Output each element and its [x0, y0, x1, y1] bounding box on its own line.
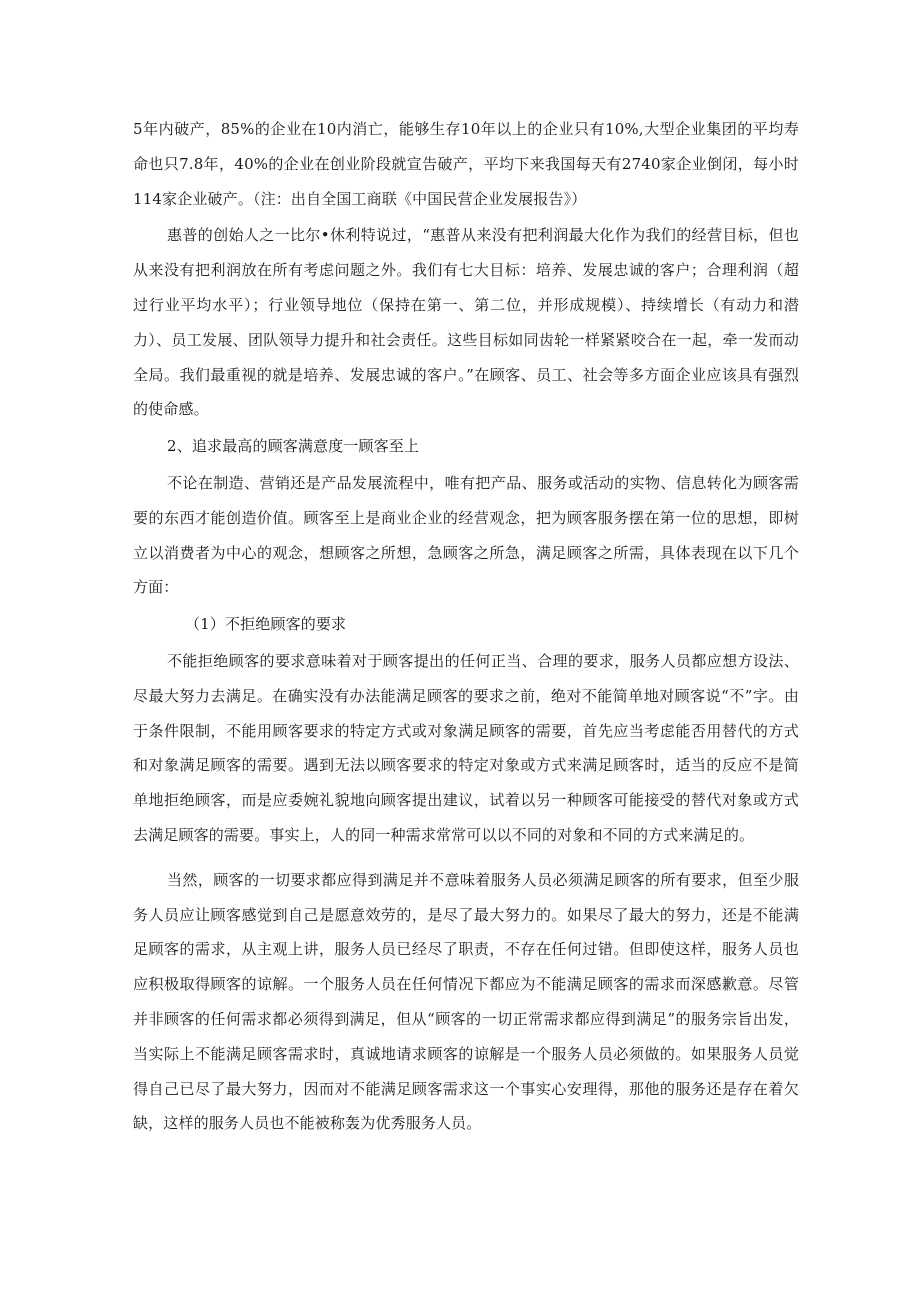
section-heading-customer-first: 2、追求最高的顾客满意度一顾客至上 — [167, 437, 420, 456]
paragraph-bankruptcy-stats: 5年内破产，85%的企业在10内消亡，能够生存10年以上的企业只有10%,大型企业集团的平均寿命也只7.8年，40%的企业在创业阶段就宣告破产，平均下来我国每天有2740家企业倒闭，每小时114家企业破产。（注：出自全国工商联《中国民营企业发展报告》） — [133, 120, 799, 208]
document-page — [133, 112, 799, 1141]
subheading-dont-refuse: （1）不拒绝顾客的要求 — [185, 615, 347, 634]
paragraph-hp-quote: 惠普的创始人之一比尔•休利特说过，“惠普从来没有把利润最大化作为我们的经营目标，但也从来没有把利润放在所有考虑问题之外。我们有七大目标：培养、发展忠诚的客户；合理利润（超过行业平均水平）；行业领导地位（保持在第一、第二位，并形成规模）、持续增长（有动力和潜力）、员工发展、团队领导力提升和社会责任。这些目标如同齿轮一样紧紧咬合在一起，牵一发而动全局。我们最重视的就是培养、发展忠诚的客户。”在顾客、员工、社会等多方面企业应该具有强烈的使命感。 — [133, 226, 799, 419]
paragraph-customer-value: 不论在制造、营销还是产品发展流程中，唯有把产品、服务或活动的实物、信息转化为顾客需要的东西才能创造价值。顾客至上是商业企业的经营观念，把为顾客服务摆在第一位的思想，即树立以消费者为中心的观念，想顾客之所想，急顾客之所急，满足顾客之所需，具体表现在以下几个方面： — [133, 473, 799, 597]
paragraph-dont-refuse: 不能拒绝顾客的要求意味着对于顾客提出的任何正当、合理的要求，服务人员都应想方设法、尽最大努力去满足。在确实没有办法能满足顾客的要求之前，绝对不能简单地对顾客说“不”字。由于条件限制，不能用顾客要求的特定方式或对象满足顾客的需要，首先应当考虑能否用替代的方式和对象满足顾客的需要。遇到无法以顾客要求的特定对象或方式来满足顾客时，适当的反应不是简单地拒绝顾客，而是应委婉礼貌地向顾客提出建议，试着以另一种顾客可能接受的替代对象或方式去满足顾客的需要。事实上，人的同一种需求常常可以以不同的对象和不同的方式来满足的。 — [133, 651, 799, 844]
paragraph-customer-understanding: 当然，顾客的一切要求都应得到满足并不意味着服务人员必须满足顾客的所有要求，但至少服务人员应让顾客感觉到自己是愿意效劳的，是尽了最大努力的。如果尽了最大的努力，还是不能满足顾客的需求，从主观上讲，服务人员已经尽了职责，不存在任何过错。但即使这样，服务人员也应积极取得顾客的谅解。一个服务人员在任何情况下都应为不能满足顾客的需求而深感歉意。尽管并非顾客的任何需求都必须得到满足，但从“顾客的一切正常需求都应得到满足”的服务宗旨出发，当实际上不能满足顾客需求时，真诚地请求顾客的谅解是一个服务人员必须做的。如果服务人员觉得自己已尽了最大努力，因而对不能满足顾客需求这一个事实心安理得，那他的服务还是存在着欠缺，这样的服务人员也不能被称轰为优秀服务人员。 — [133, 870, 799, 1133]
